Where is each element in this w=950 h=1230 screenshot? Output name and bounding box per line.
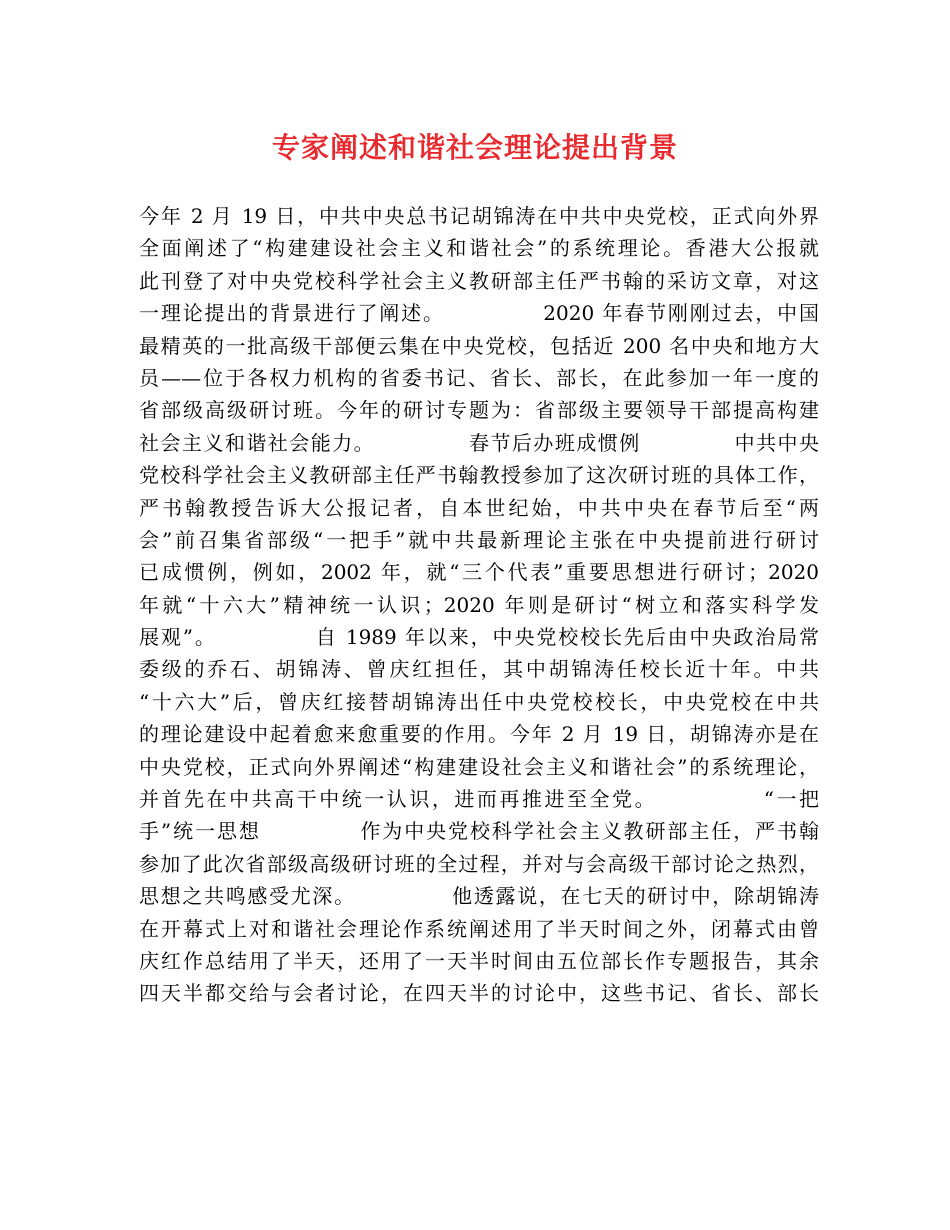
- document-body: [139, 200, 819, 1010]
- text-line: 已成惯例，例如，2002 年，就“三个代表”重要思想进行研讨；2020: [139, 560, 819, 585]
- text-line: 展观”。 自 1989 年以来，中央党校校长先后由中央政治局常: [139, 625, 819, 650]
- text-line: 在开幕式上对和谐社会理论作系统阐述用了半天时间之外，闭幕式由曾: [139, 916, 819, 941]
- text-line: 四天半都交给与会者讨论，在四天半的讨论中，这些书记、省长、部长: [139, 981, 819, 1006]
- text-line: 会”前召集省部级“一把手”就中共最新理论主张在中央提前进行研讨: [139, 527, 819, 552]
- text-line: 手”统一思想 作为中央党校科学社会主义教研部主任，严书翰: [139, 819, 819, 844]
- text-line: 最精英的一批高级干部便云集在中央党校，包括近 200 名中央和地方大: [139, 333, 819, 358]
- text-line: 此刊登了对中央党校科学社会主义教研部主任严书翰的采访文章，对这: [139, 268, 819, 293]
- text-line: 今年 2 月 19 日，中共中央总书记胡锦涛在中共中央党校，正式向外界: [139, 204, 819, 228]
- text-line: 省部级高级研讨班。今年的研讨专题为：省部级主要领导干部提高构建: [139, 398, 819, 423]
- text-line: 并首先在中共高干中统一认识，进而再推进至全党。 “一把: [139, 787, 819, 812]
- text-line: 庆红作总结用了半天，还用了一天半时间由五位部长作专题报告，其余: [139, 948, 819, 973]
- text-line: 参加了此次省部级高级研讨班的全过程，并对与会高级干部讨论之热烈，: [139, 851, 819, 876]
- document-title: 专家阐述和谐社会理论提出背景: [271, 131, 678, 164]
- text-line: 的理论建设中起着愈来愈重要的作用。今年 2 月 19 日，胡锦涛亦是在: [139, 722, 819, 747]
- text-line: 委级的乔石、胡锦涛、曾庆红担任，其中胡锦涛任校长近十年。中共: [139, 657, 819, 682]
- text-line: 严书翰教授告诉大公报记者，自本世纪始，中共中央在春节后至“两: [139, 495, 819, 520]
- text-line: 员——位于各权力机构的省委书记、省长、部长，在此参加一年一度的: [139, 365, 819, 390]
- text-line: 一理论提出的背景进行了阐述。 2020 年春节刚刚过去，中国: [139, 301, 819, 326]
- text-line: 思想之共鸣感受尤深。 他透露说，在七天的研讨中，除胡锦涛: [139, 884, 819, 909]
- text-line: 中央党校，正式向外界阐述“构建建设社会主义和谐社会”的系统理论，: [139, 754, 819, 779]
- text-line: 社会主义和谐社会能力。 春节后办班成惯例 中共中央: [139, 430, 819, 455]
- text-line: “十六大”后，曾庆红接替胡锦涛出任中央党校校长，中央党校在中共: [139, 689, 819, 714]
- text-line: 党校科学社会主义教研部主任严书翰教授参加了这次研讨班的具体工作，: [139, 463, 819, 488]
- text-line: 全面阐述了“构建建设社会主义和谐社会”的系统理论。香港大公报就: [139, 236, 819, 261]
- text-line: 年就“十六大”精神统一认识；2020 年则是研讨“树立和落实科学发: [139, 592, 819, 617]
